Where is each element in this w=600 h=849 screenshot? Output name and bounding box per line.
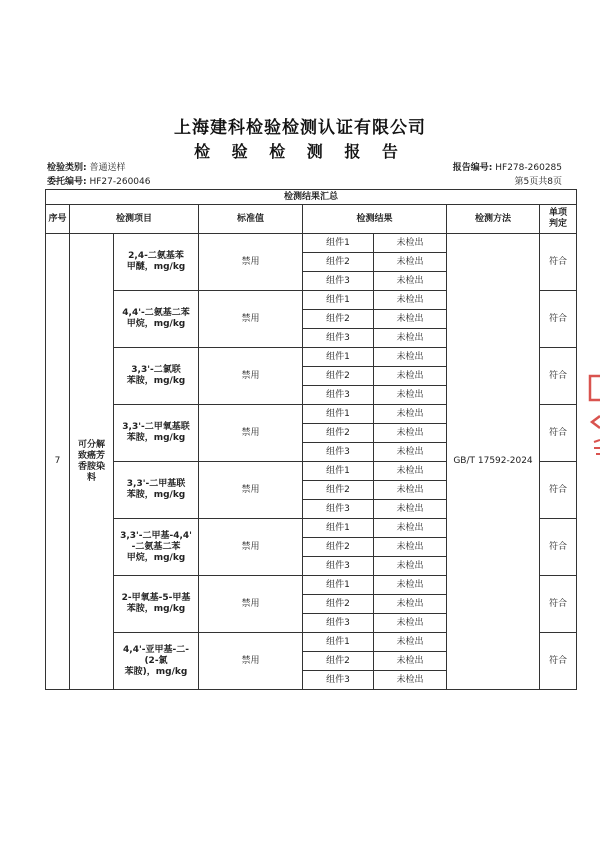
result-value: 未检出: [374, 538, 447, 557]
component-label: 组件2: [303, 253, 374, 272]
component-label: 组件1: [303, 633, 374, 652]
company-name: 上海建科检验检测认证有限公司: [174, 118, 426, 138]
result-value: 未检出: [374, 348, 447, 367]
result-value: 未检出: [374, 367, 447, 386]
seq-cell: 7: [46, 234, 70, 690]
result-value: 未检出: [374, 234, 447, 253]
component-label: 组件1: [303, 234, 374, 253]
judgement-cell: 符合: [540, 633, 577, 690]
result-value: 未检出: [374, 557, 447, 576]
test-item-name: 3,3'-二甲基联 苯胺，mg/kg: [114, 462, 199, 519]
standard-value: 禁用: [199, 462, 303, 519]
entrust-number-label: 委托编号:: [47, 177, 87, 187]
test-item-name: 2-甲氧基-5-甲基 苯胺，mg/kg: [114, 576, 199, 633]
result-value: 未检出: [374, 310, 447, 329]
seal-stamp: [584, 370, 600, 460]
component-label: 组件3: [303, 614, 374, 633]
result-value: 未检出: [374, 519, 447, 538]
component-label: 组件2: [303, 424, 374, 443]
judgement-cell: 符合: [540, 519, 577, 576]
component-label: 组件3: [303, 272, 374, 291]
inspection-category: [47, 162, 126, 174]
judgement-cell: 符合: [540, 234, 577, 291]
method-cell: GB/T 17592-2024: [447, 234, 540, 690]
component-label: 组件3: [303, 443, 374, 462]
component-label: 组件2: [303, 538, 374, 557]
inspection-category-label: 检验类别:: [47, 163, 87, 173]
result-value: 未检出: [374, 595, 447, 614]
header-item: 检测项目: [70, 205, 199, 234]
component-label: 组件2: [303, 652, 374, 671]
standard-value: 禁用: [199, 405, 303, 462]
standard-value: 禁用: [199, 234, 303, 291]
result-value: 未检出: [374, 291, 447, 310]
report-number: [453, 162, 562, 174]
result-value: 未检出: [374, 576, 447, 595]
test-item-name: 3,3'-二甲氧基联 苯胺，mg/kg: [114, 405, 199, 462]
result-value: 未检出: [374, 614, 447, 633]
result-value: 未检出: [374, 462, 447, 481]
result-value: 未检出: [374, 500, 447, 519]
standard-value: 禁用: [199, 519, 303, 576]
table-row: [46, 234, 577, 253]
result-value: 未检出: [374, 329, 447, 348]
component-label: 组件3: [303, 500, 374, 519]
result-value: 未检出: [374, 671, 447, 690]
component-label: 组件1: [303, 576, 374, 595]
component-label: 组件3: [303, 557, 374, 576]
component-label: 组件1: [303, 348, 374, 367]
result-value: 未检出: [374, 405, 447, 424]
report-number-label: 报告编号:: [452, 163, 493, 173]
section-title: 检测结果汇总: [46, 190, 577, 205]
header-judgement: 单项 判定: [540, 205, 577, 234]
component-label: 组件1: [303, 462, 374, 481]
component-label: 组件2: [303, 481, 374, 500]
result-value: 未检出: [374, 481, 447, 500]
test-item-name: 4,4'-二氨基二苯 甲烷，mg/kg: [114, 291, 199, 348]
test-item-name: 3,3'-二氯联 苯胺，mg/kg: [114, 348, 199, 405]
report-title: 检 验 检 测 报 告: [194, 142, 406, 161]
judgement-cell: 符合: [540, 348, 577, 405]
component-label: 组件2: [303, 367, 374, 386]
test-item-name: 4,4'-亚甲基-二- (2-氯 苯胺)，mg/kg: [114, 633, 199, 690]
standard-value: 禁用: [199, 291, 303, 348]
component-label: 组件3: [303, 671, 374, 690]
component-label: 组件3: [303, 329, 374, 348]
component-label: 组件1: [303, 519, 374, 538]
judgement-cell: 符合: [540, 291, 577, 348]
header-seq: 序号: [46, 205, 70, 234]
result-value: 未检出: [374, 424, 447, 443]
component-label: 组件3: [303, 386, 374, 405]
standard-value: 禁用: [199, 633, 303, 690]
result-value: 未检出: [374, 386, 447, 405]
component-label: 组件1: [303, 405, 374, 424]
header-standard: 标准值: [199, 205, 303, 234]
result-value: 未检出: [374, 272, 447, 291]
header-method: 检测方法: [447, 205, 540, 234]
component-label: 组件2: [303, 595, 374, 614]
component-label: 组件1: [303, 291, 374, 310]
results-table: [45, 189, 577, 690]
component-label: 组件2: [303, 310, 374, 329]
judgement-cell: 符合: [540, 576, 577, 633]
result-value: 未检出: [374, 652, 447, 671]
report-number-value: HF278-260285: [495, 163, 562, 173]
result-value: 未检出: [374, 633, 447, 652]
result-value: 未检出: [374, 253, 447, 272]
judgement-cell: 符合: [540, 462, 577, 519]
entrust-number-value: HF27-260046: [89, 177, 151, 187]
test-item-name: 2,4-二氨基苯 甲醚，mg/kg: [114, 234, 199, 291]
inspection-category-value: 普通送样: [89, 163, 126, 173]
header-result: 检测结果: [303, 205, 447, 234]
standard-value: 禁用: [199, 576, 303, 633]
page-info: 第5页共8页: [514, 177, 562, 187]
entrust-number: [47, 176, 151, 188]
standard-value: 禁用: [199, 348, 303, 405]
judgement-cell: 符合: [540, 405, 577, 462]
result-value: 未检出: [374, 443, 447, 462]
test-item-name: 3,3'-二甲基-4,4' -二氨基二苯 甲烷，mg/kg: [114, 519, 199, 576]
category-cell: 可分解 致癌芳 香胺染 料: [70, 234, 114, 690]
